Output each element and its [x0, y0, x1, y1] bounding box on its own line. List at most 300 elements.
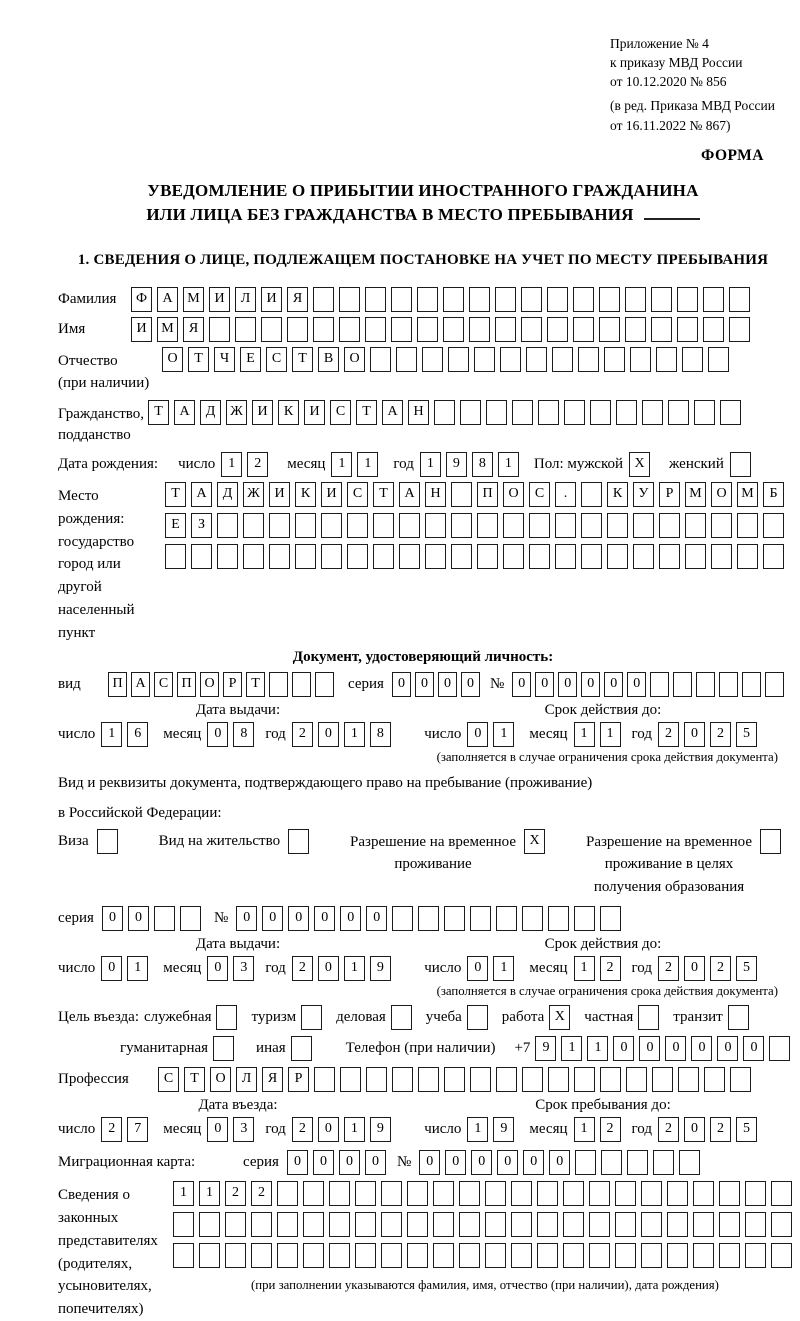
char-box[interactable]: Р	[288, 1067, 309, 1092]
char-box[interactable]: 0	[288, 906, 309, 931]
char-box[interactable]	[693, 1181, 714, 1206]
char-box[interactable]	[581, 482, 602, 507]
char-box[interactable]	[173, 1243, 194, 1268]
char-box[interactable]: 9	[370, 956, 391, 981]
char-box[interactable]	[563, 1243, 584, 1268]
char-box[interactable]: Т	[373, 482, 394, 507]
char-box[interactable]: Л	[236, 1067, 257, 1092]
char-box[interactable]: 2	[292, 956, 313, 981]
char-box[interactable]	[217, 513, 238, 538]
char-box[interactable]: 0	[207, 722, 228, 747]
char-box[interactable]: 5	[736, 956, 757, 981]
char-box[interactable]	[418, 906, 439, 931]
char-box[interactable]	[737, 513, 758, 538]
char-box[interactable]	[511, 1181, 532, 1206]
char-box[interactable]: 0	[318, 722, 339, 747]
char-box[interactable]: П	[177, 672, 196, 697]
char-box[interactable]	[659, 544, 680, 569]
char-box[interactable]: Н	[425, 482, 446, 507]
char-box[interactable]: Т	[165, 482, 186, 507]
char-box[interactable]: 1	[199, 1181, 220, 1206]
char-box[interactable]	[590, 400, 611, 425]
char-box[interactable]	[737, 544, 758, 569]
char-box[interactable]	[552, 347, 573, 372]
char-box[interactable]	[191, 544, 212, 569]
char-box[interactable]	[443, 287, 464, 312]
char-box[interactable]	[693, 1243, 714, 1268]
char-box[interactable]	[659, 513, 680, 538]
char-box[interactable]	[581, 513, 602, 538]
char-box[interactable]: 0	[691, 1036, 712, 1061]
char-box[interactable]	[451, 544, 472, 569]
char-box[interactable]: 0	[415, 672, 434, 697]
char-box[interactable]	[381, 1181, 402, 1206]
char-box[interactable]: 2	[710, 722, 731, 747]
char-box[interactable]	[199, 1243, 220, 1268]
char-box[interactable]: 0	[684, 956, 705, 981]
char-box[interactable]: Т	[188, 347, 209, 372]
char-box[interactable]: 1	[420, 452, 441, 477]
char-box[interactable]: Н	[408, 400, 429, 425]
char-box[interactable]: 0	[558, 672, 577, 697]
char-box[interactable]	[339, 287, 360, 312]
char-box[interactable]: 0	[366, 906, 387, 931]
char-box[interactable]: Р	[223, 672, 242, 697]
char-box[interactable]	[529, 513, 550, 538]
char-box[interactable]: К	[607, 482, 628, 507]
char-box[interactable]	[292, 672, 311, 697]
char-box[interactable]	[370, 347, 391, 372]
char-box[interactable]	[522, 1067, 543, 1092]
char-box[interactable]	[693, 1212, 714, 1237]
char-box[interactable]	[407, 1212, 428, 1237]
char-box[interactable]: 0	[236, 906, 257, 931]
char-box[interactable]: 0	[461, 672, 480, 697]
char-box[interactable]: 0	[101, 956, 122, 981]
char-box[interactable]: 0	[102, 906, 123, 931]
char-box[interactable]: 1	[344, 956, 365, 981]
char-box[interactable]: 9	[535, 1036, 556, 1061]
char-box[interactable]	[295, 544, 316, 569]
char-box[interactable]: 0	[262, 906, 283, 931]
char-box[interactable]	[742, 672, 761, 697]
char-box[interactable]	[719, 672, 738, 697]
char-box[interactable]	[720, 400, 741, 425]
char-box[interactable]: Е	[165, 513, 186, 538]
char-box[interactable]: 1	[574, 956, 595, 981]
char-box[interactable]	[667, 1243, 688, 1268]
char-box[interactable]: X	[629, 452, 650, 477]
char-box[interactable]	[667, 1181, 688, 1206]
char-box[interactable]	[314, 1067, 335, 1092]
char-box[interactable]	[417, 317, 438, 342]
char-box[interactable]	[600, 1067, 621, 1092]
char-box[interactable]	[313, 287, 334, 312]
char-box[interactable]	[485, 1181, 506, 1206]
char-box[interactable]: 2	[225, 1181, 246, 1206]
char-box[interactable]: 1	[331, 452, 352, 477]
char-box[interactable]	[213, 1036, 234, 1061]
char-box[interactable]: 5	[736, 722, 757, 747]
char-box[interactable]: 1	[357, 452, 378, 477]
char-box[interactable]	[685, 544, 706, 569]
char-box[interactable]	[216, 1005, 237, 1030]
char-box[interactable]: М	[685, 482, 706, 507]
char-box[interactable]: 2	[600, 956, 621, 981]
char-box[interactable]: 1	[493, 722, 514, 747]
char-box[interactable]: Д	[217, 482, 238, 507]
char-box[interactable]: С	[158, 1067, 179, 1092]
char-box[interactable]: З	[191, 513, 212, 538]
char-box[interactable]: 2	[251, 1181, 272, 1206]
char-box[interactable]	[638, 1005, 659, 1030]
char-box[interactable]	[451, 513, 472, 538]
char-box[interactable]: 7	[127, 1117, 148, 1142]
char-box[interactable]: Я	[262, 1067, 283, 1092]
char-box[interactable]	[651, 287, 672, 312]
char-box[interactable]: О	[200, 672, 219, 697]
char-box[interactable]	[235, 317, 256, 342]
char-box[interactable]	[599, 317, 620, 342]
char-box[interactable]	[769, 1036, 790, 1061]
char-box[interactable]	[729, 317, 750, 342]
char-box[interactable]	[315, 672, 334, 697]
char-box[interactable]: И	[252, 400, 273, 425]
char-box[interactable]: М	[737, 482, 758, 507]
char-box[interactable]	[477, 544, 498, 569]
char-box[interactable]	[392, 906, 413, 931]
char-box[interactable]	[444, 906, 465, 931]
char-box[interactable]	[708, 347, 729, 372]
char-box[interactable]: 8	[370, 722, 391, 747]
char-box[interactable]	[180, 906, 201, 931]
char-box[interactable]	[627, 1150, 648, 1175]
char-box[interactable]: 3	[233, 1117, 254, 1142]
char-box[interactable]	[347, 513, 368, 538]
char-box[interactable]	[321, 544, 342, 569]
char-box[interactable]	[365, 287, 386, 312]
char-box[interactable]: О	[711, 482, 732, 507]
char-box[interactable]	[548, 906, 569, 931]
char-box[interactable]	[728, 1005, 749, 1030]
char-box[interactable]: 2	[101, 1117, 122, 1142]
char-box[interactable]: X	[549, 1005, 570, 1030]
char-box[interactable]	[321, 513, 342, 538]
char-box[interactable]	[313, 317, 334, 342]
char-box[interactable]	[381, 1212, 402, 1237]
char-box[interactable]: О	[503, 482, 524, 507]
char-box[interactable]	[771, 1212, 792, 1237]
char-box[interactable]: 0	[512, 672, 531, 697]
char-box[interactable]: Т	[246, 672, 265, 697]
char-box[interactable]	[269, 513, 290, 538]
char-box[interactable]: А	[157, 287, 178, 312]
char-box[interactable]: И	[269, 482, 290, 507]
char-box[interactable]: 8	[233, 722, 254, 747]
char-box[interactable]	[574, 906, 595, 931]
char-box[interactable]: Ж	[243, 482, 264, 507]
char-box[interactable]: 0	[365, 1150, 386, 1175]
char-box[interactable]	[607, 544, 628, 569]
char-box[interactable]: А	[191, 482, 212, 507]
char-box[interactable]	[589, 1181, 610, 1206]
char-box[interactable]	[537, 1243, 558, 1268]
char-box[interactable]	[573, 287, 594, 312]
char-box[interactable]: Ж	[226, 400, 247, 425]
char-box[interactable]	[642, 400, 663, 425]
char-box[interactable]	[365, 317, 386, 342]
char-box[interactable]: 0	[207, 1117, 228, 1142]
char-box[interactable]	[573, 317, 594, 342]
char-box[interactable]	[578, 347, 599, 372]
char-box[interactable]: 6	[127, 722, 148, 747]
char-box[interactable]: О	[162, 347, 183, 372]
char-box[interactable]: 0	[627, 672, 646, 697]
char-box[interactable]: Е	[240, 347, 261, 372]
char-box[interactable]	[538, 400, 559, 425]
char-box[interactable]	[407, 1181, 428, 1206]
char-box[interactable]: 1	[600, 722, 621, 747]
char-box[interactable]: Т	[184, 1067, 205, 1092]
char-box[interactable]	[599, 287, 620, 312]
char-box[interactable]	[459, 1243, 480, 1268]
char-box[interactable]: С	[347, 482, 368, 507]
char-box[interactable]	[391, 287, 412, 312]
char-box[interactable]: К	[295, 482, 316, 507]
char-box[interactable]	[301, 1005, 322, 1030]
char-box[interactable]	[511, 1243, 532, 1268]
char-box[interactable]	[600, 906, 621, 931]
char-box[interactable]: С	[529, 482, 550, 507]
char-box[interactable]	[625, 317, 646, 342]
char-box[interactable]	[418, 1067, 439, 1092]
char-box[interactable]: О	[210, 1067, 231, 1092]
char-box[interactable]	[729, 287, 750, 312]
char-box[interactable]: X	[524, 829, 545, 854]
char-box[interactable]	[451, 482, 472, 507]
char-box[interactable]	[677, 287, 698, 312]
char-box[interactable]	[243, 544, 264, 569]
char-box[interactable]	[548, 1067, 569, 1092]
char-box[interactable]	[677, 317, 698, 342]
char-box[interactable]	[625, 287, 646, 312]
char-box[interactable]	[243, 513, 264, 538]
char-box[interactable]	[277, 1212, 298, 1237]
char-box[interactable]	[763, 544, 784, 569]
char-box[interactable]	[470, 906, 491, 931]
char-box[interactable]	[277, 1243, 298, 1268]
char-box[interactable]	[765, 672, 784, 697]
char-box[interactable]	[425, 513, 446, 538]
char-box[interactable]	[422, 347, 443, 372]
char-box[interactable]: 0	[684, 722, 705, 747]
char-box[interactable]	[269, 672, 288, 697]
char-box[interactable]	[704, 1067, 725, 1092]
char-box[interactable]	[500, 347, 521, 372]
char-box[interactable]	[199, 1212, 220, 1237]
char-box[interactable]	[771, 1243, 792, 1268]
char-box[interactable]	[355, 1212, 376, 1237]
char-box[interactable]	[673, 672, 692, 697]
char-box[interactable]: Д	[200, 400, 221, 425]
char-box[interactable]: 0	[497, 1150, 518, 1175]
char-box[interactable]	[154, 906, 175, 931]
char-box[interactable]: 0	[717, 1036, 738, 1061]
char-box[interactable]: П	[477, 482, 498, 507]
char-box[interactable]: С	[266, 347, 287, 372]
char-box[interactable]	[399, 544, 420, 569]
char-box[interactable]	[581, 544, 602, 569]
char-box[interactable]: 0	[523, 1150, 544, 1175]
char-box[interactable]	[641, 1212, 662, 1237]
char-box[interactable]: 3	[233, 956, 254, 981]
char-box[interactable]	[719, 1243, 740, 1268]
char-box[interactable]	[496, 906, 517, 931]
char-box[interactable]: Я	[287, 287, 308, 312]
char-box[interactable]: 2	[247, 452, 268, 477]
char-box[interactable]	[303, 1243, 324, 1268]
char-box[interactable]: В	[318, 347, 339, 372]
char-box[interactable]	[652, 1067, 673, 1092]
char-box[interactable]	[391, 317, 412, 342]
char-box[interactable]	[521, 287, 542, 312]
char-box[interactable]	[97, 829, 118, 854]
char-box[interactable]: И	[321, 482, 342, 507]
char-box[interactable]	[745, 1212, 766, 1237]
char-box[interactable]	[763, 513, 784, 538]
char-box[interactable]	[469, 317, 490, 342]
char-box[interactable]: 0	[467, 722, 488, 747]
char-box[interactable]	[601, 1150, 622, 1175]
char-box[interactable]: 1	[587, 1036, 608, 1061]
char-box[interactable]: 0	[549, 1150, 570, 1175]
char-box[interactable]: 0	[339, 1150, 360, 1175]
char-box[interactable]: 1	[467, 1117, 488, 1142]
char-box[interactable]: 1	[221, 452, 242, 477]
char-box[interactable]	[355, 1181, 376, 1206]
char-box[interactable]: 9	[493, 1117, 514, 1142]
char-box[interactable]: 0	[581, 672, 600, 697]
char-box[interactable]	[633, 544, 654, 569]
char-box[interactable]	[511, 1212, 532, 1237]
char-box[interactable]	[485, 1243, 506, 1268]
char-box[interactable]: 1	[493, 956, 514, 981]
char-box[interactable]: 9	[446, 452, 467, 477]
char-box[interactable]: Ф	[131, 287, 152, 312]
char-box[interactable]: 9	[370, 1117, 391, 1142]
char-box[interactable]	[396, 347, 417, 372]
char-box[interactable]	[703, 287, 724, 312]
char-box[interactable]: С	[330, 400, 351, 425]
char-box[interactable]	[626, 1067, 647, 1092]
char-box[interactable]	[165, 544, 186, 569]
char-box[interactable]	[537, 1181, 558, 1206]
char-box[interactable]	[745, 1181, 766, 1206]
char-box[interactable]: Я	[183, 317, 204, 342]
char-box[interactable]	[607, 513, 628, 538]
char-box[interactable]	[417, 287, 438, 312]
char-box[interactable]	[641, 1181, 662, 1206]
char-box[interactable]	[329, 1243, 350, 1268]
char-box[interactable]	[630, 347, 651, 372]
char-box[interactable]: А	[382, 400, 403, 425]
char-box[interactable]	[503, 513, 524, 538]
char-box[interactable]	[433, 1243, 454, 1268]
char-box[interactable]: 0	[392, 672, 411, 697]
char-box[interactable]	[303, 1181, 324, 1206]
char-box[interactable]: 8	[472, 452, 493, 477]
char-box[interactable]	[641, 1243, 662, 1268]
char-box[interactable]	[633, 513, 654, 538]
char-box[interactable]	[329, 1212, 350, 1237]
char-box[interactable]: 2	[658, 722, 679, 747]
char-box[interactable]: 0	[438, 672, 457, 697]
char-box[interactable]	[719, 1181, 740, 1206]
char-box[interactable]: И	[209, 287, 230, 312]
char-box[interactable]	[391, 1005, 412, 1030]
char-box[interactable]	[719, 1212, 740, 1237]
char-box[interactable]	[564, 400, 585, 425]
char-box[interactable]	[373, 513, 394, 538]
char-box[interactable]	[503, 544, 524, 569]
char-box[interactable]: М	[157, 317, 178, 342]
char-box[interactable]	[730, 452, 751, 477]
char-box[interactable]	[277, 1181, 298, 1206]
char-box[interactable]: 0	[287, 1150, 308, 1175]
char-box[interactable]: 1	[561, 1036, 582, 1061]
char-box[interactable]: 1	[344, 1117, 365, 1142]
char-box[interactable]	[650, 672, 669, 697]
char-box[interactable]	[711, 544, 732, 569]
char-box[interactable]: 1	[127, 956, 148, 981]
char-box[interactable]: 2	[658, 956, 679, 981]
char-box[interactable]: 5	[736, 1117, 757, 1142]
char-box[interactable]	[381, 1243, 402, 1268]
char-box[interactable]: 1	[101, 722, 122, 747]
char-box[interactable]: Ч	[214, 347, 235, 372]
char-box[interactable]	[703, 317, 724, 342]
char-box[interactable]	[678, 1067, 699, 1092]
char-box[interactable]: М	[183, 287, 204, 312]
char-box[interactable]	[225, 1243, 246, 1268]
char-box[interactable]: Р	[659, 482, 680, 507]
char-box[interactable]: 0	[471, 1150, 492, 1175]
char-box[interactable]	[537, 1212, 558, 1237]
char-box[interactable]	[486, 400, 507, 425]
char-box[interactable]	[522, 906, 543, 931]
char-box[interactable]: 0	[639, 1036, 660, 1061]
char-box[interactable]	[470, 1067, 491, 1092]
char-box[interactable]	[656, 347, 677, 372]
char-box[interactable]	[730, 1067, 751, 1092]
char-box[interactable]	[696, 672, 715, 697]
char-box[interactable]	[287, 317, 308, 342]
char-box[interactable]: 2	[600, 1117, 621, 1142]
char-box[interactable]	[225, 1212, 246, 1237]
char-box[interactable]	[574, 1067, 595, 1092]
char-box[interactable]	[433, 1181, 454, 1206]
char-box[interactable]: Т	[148, 400, 169, 425]
char-box[interactable]: 0	[613, 1036, 634, 1061]
char-box[interactable]	[433, 1212, 454, 1237]
char-box[interactable]	[668, 400, 689, 425]
char-box[interactable]	[563, 1212, 584, 1237]
char-box[interactable]	[521, 317, 542, 342]
char-box[interactable]: 1	[574, 722, 595, 747]
char-box[interactable]	[209, 317, 230, 342]
char-box[interactable]: 0	[419, 1150, 440, 1175]
char-box[interactable]: 0	[665, 1036, 686, 1061]
